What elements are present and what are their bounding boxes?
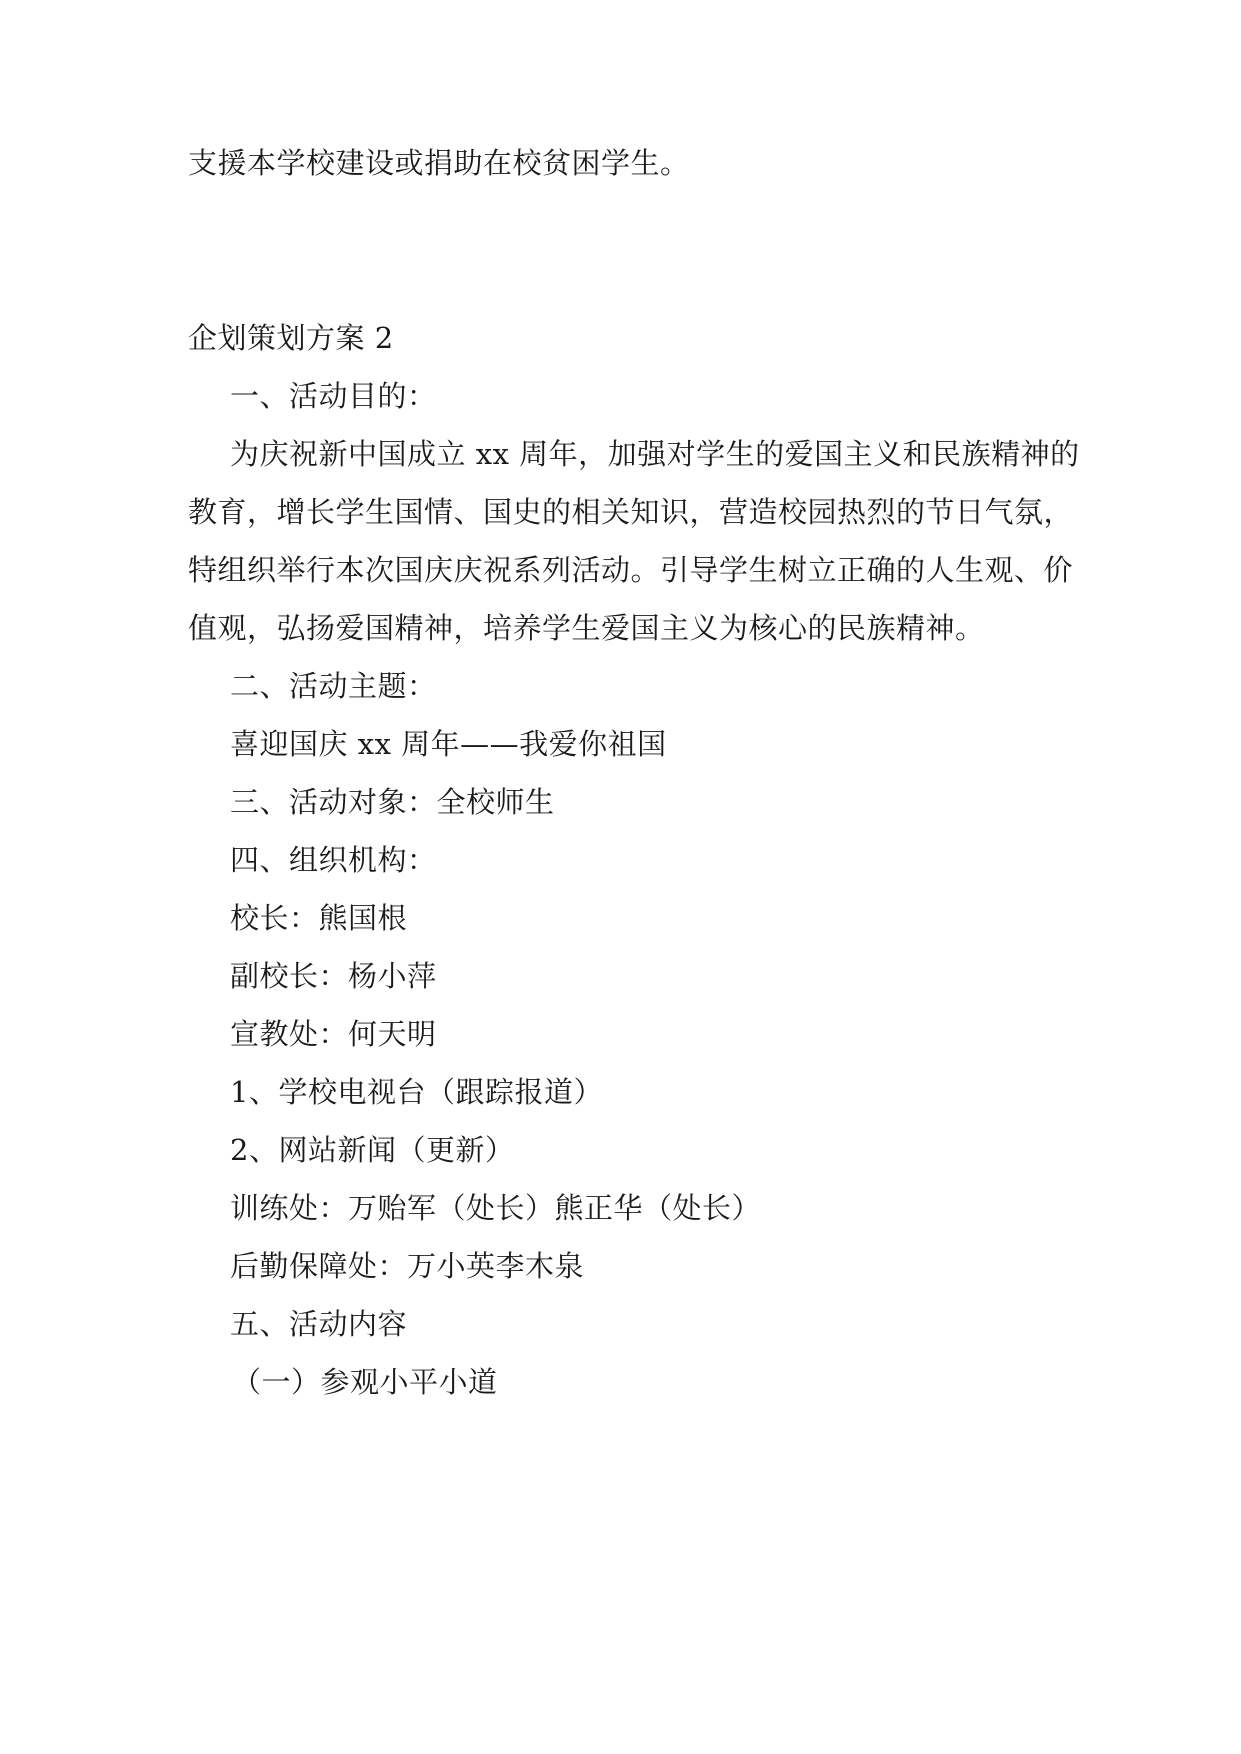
training-line: 训练处：万贻军（处长）熊正华（处长） [230, 1191, 762, 1225]
theme-heading: 二、活动主题： [230, 669, 437, 703]
logistics-line: 后勤保障处：万小英李木泉 [230, 1249, 585, 1283]
section-title: 企划策划方案 2 [188, 321, 394, 355]
audience-line: 三、活动对象：全校师生 [230, 785, 555, 819]
purpose-line-3: 特组织举行本次国庆庆祝系列活动。引导学生树立正确的人生观、价 [188, 553, 1074, 587]
vice-principal-line: 副校长：杨小萍 [230, 959, 437, 993]
continuation-paragraph: 支援本学校建设或捐助在校贫困学生。 [188, 146, 690, 180]
propaganda-line: 宣教处：何天明 [230, 1017, 437, 1051]
content-heading: 五、活动内容 [230, 1307, 408, 1341]
purpose-heading: 一、活动目的： [230, 379, 437, 413]
principal-line: 校长：熊国根 [230, 901, 408, 935]
purpose-line-2: 教育，增长学生国情、国史的相关知识，营造校园热烈的节日气氛， [188, 495, 1074, 529]
propaganda-item-1: 1、学校电视台（跟踪报道） [230, 1075, 603, 1109]
purpose-line-4: 值观，弘扬爱国精神，培养学生爱国主义为核心的民族精神。 [188, 611, 985, 645]
purpose-line-1: 为庆祝新中国成立 xx 周年，加强对学生的爱国主义和民族精神的 [230, 437, 1080, 471]
org-heading: 四、组织机构： [230, 843, 437, 877]
content-subheading-1: （一）参观小平小道 [232, 1365, 498, 1399]
theme-text: 喜迎国庆 xx 周年——我爱你祖国 [230, 727, 667, 761]
propaganda-item-2: 2、网站新闻（更新） [230, 1133, 515, 1167]
